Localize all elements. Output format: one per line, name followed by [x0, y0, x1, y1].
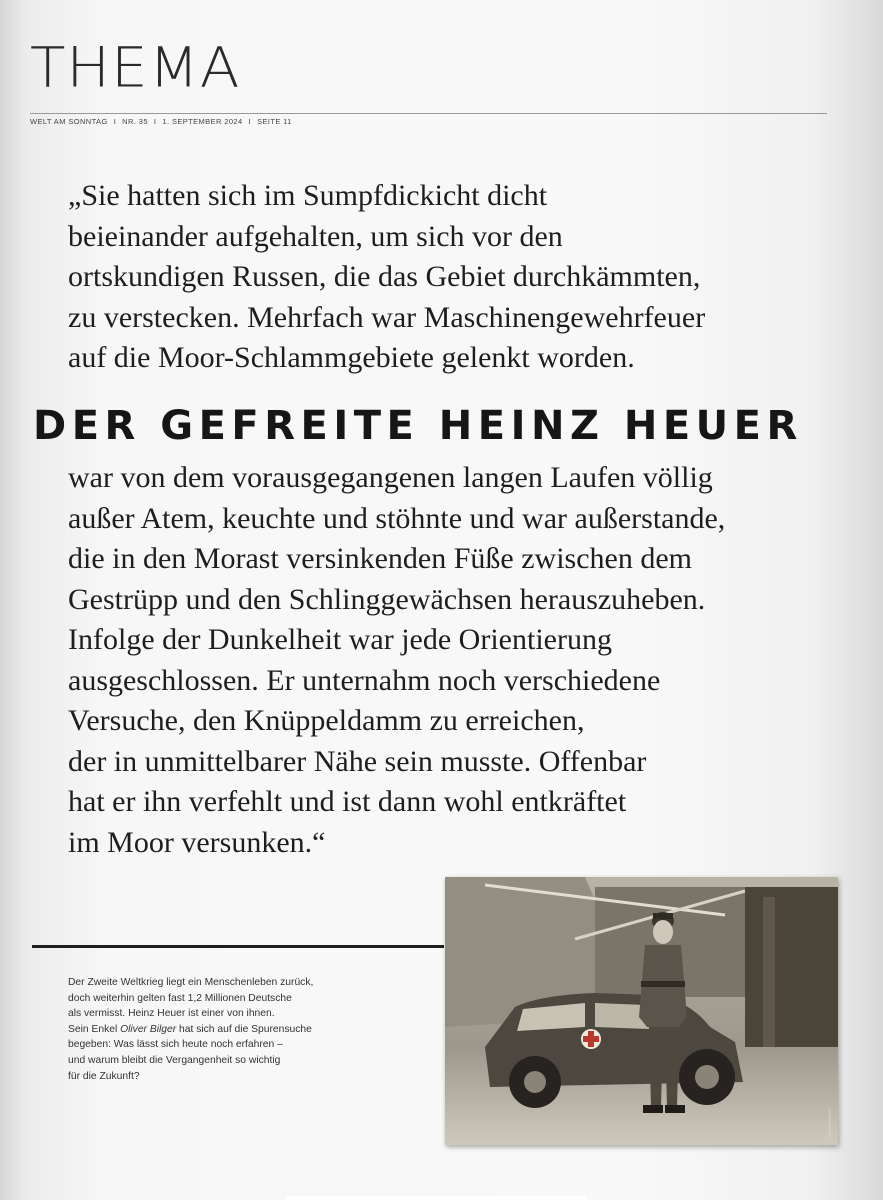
caption-line: für die Zukunft?: [68, 1070, 140, 1082]
quote-line: im Moor versunken.“: [68, 825, 326, 859]
quote-line: ausgeschlossen. Er unternahm noch verschiedene: [68, 663, 661, 697]
quote-line: zu verstecken. Mehrfach war Maschinengewehrfeuer: [68, 300, 706, 334]
meta-separator: I: [153, 117, 157, 126]
quote-line: beieinander aufgehalten, um sich vor den: [68, 219, 563, 253]
issue-date: 1. SEPTEMBER 2024: [162, 117, 243, 126]
quote-line: war von dem vorausgegangenen langen Laufen völlig: [68, 461, 713, 494]
quote-line: hat er ihn verfehlt und ist dann wohl entkräftet: [68, 785, 627, 818]
page-number: SEITE 11: [257, 117, 292, 126]
quote-line: außer Atem, keuchte und stöhnte und war außerstande,: [68, 501, 726, 535]
quote-line: Versuche, den Knüppeldamm zu erreichen,: [68, 704, 585, 737]
caption-text: Sein Enkel: [68, 1023, 121, 1035]
photo-caption: [68, 975, 408, 1084]
caption-line: begeben: Was lässt sich heute noch erfahren –: [68, 1039, 283, 1051]
page-bottom-band: [286, 1196, 586, 1200]
caption-line: und warum bleibt die Vergangenheit so wichtig: [68, 1054, 281, 1066]
quote-line: der in unmittelbarer Nähe sein musste. Offenbar: [68, 744, 647, 778]
caption-text: hat sich auf die Spurensuche: [176, 1023, 312, 1035]
caption-line: [68, 1022, 408, 1038]
caption-line: als vermisst. Heinz Heuer ist einer von ihnen.: [68, 1008, 275, 1020]
meta-separator: I: [248, 117, 252, 126]
quote-line: Infolge der Dunkelheit war jede Orientierung: [68, 623, 612, 656]
section-title: THEMA: [30, 35, 241, 100]
quote-intro: [68, 176, 858, 379]
caption-line: Der Zweite Weltkrieg liegt ein Menschenleben zurück,: [68, 977, 314, 988]
meta-separator: I: [113, 117, 117, 126]
author-name: Oliver Bilger: [120, 1023, 177, 1035]
quote-body: [68, 458, 858, 863]
caption-rule: [32, 945, 444, 948]
header-rule: [30, 113, 827, 114]
photo-credit: PRIVAT/BILGER: [827, 1108, 832, 1138]
quote-line: Gestrüpp und den Schlinggewächsen herauszuheben.: [68, 582, 706, 616]
quote-line: „Sie hatten sich im Sumpfdickicht dicht: [68, 179, 548, 212]
quote-line: auf die Moor-Schlammgebiete gelenkt worden.: [68, 341, 635, 374]
page-meta: [30, 117, 292, 126]
issue-number: NR. 35: [122, 117, 148, 126]
headline: DER GEFREITE HEINZ HEUER: [33, 403, 803, 449]
quote-line: die in den Morast versinkenden Füße zwischen dem: [68, 542, 693, 575]
quote-line: ortskundigen Russen, die das Gebiet durchkämmten,: [68, 260, 701, 293]
caption-line: doch weiterhin gelten fast 1,2 Millionen Deutsche: [68, 992, 292, 1004]
publication-name: WELT AM SONNTAG: [30, 117, 108, 126]
photo-illustration: [445, 877, 838, 1145]
historic-photo: [445, 877, 838, 1145]
